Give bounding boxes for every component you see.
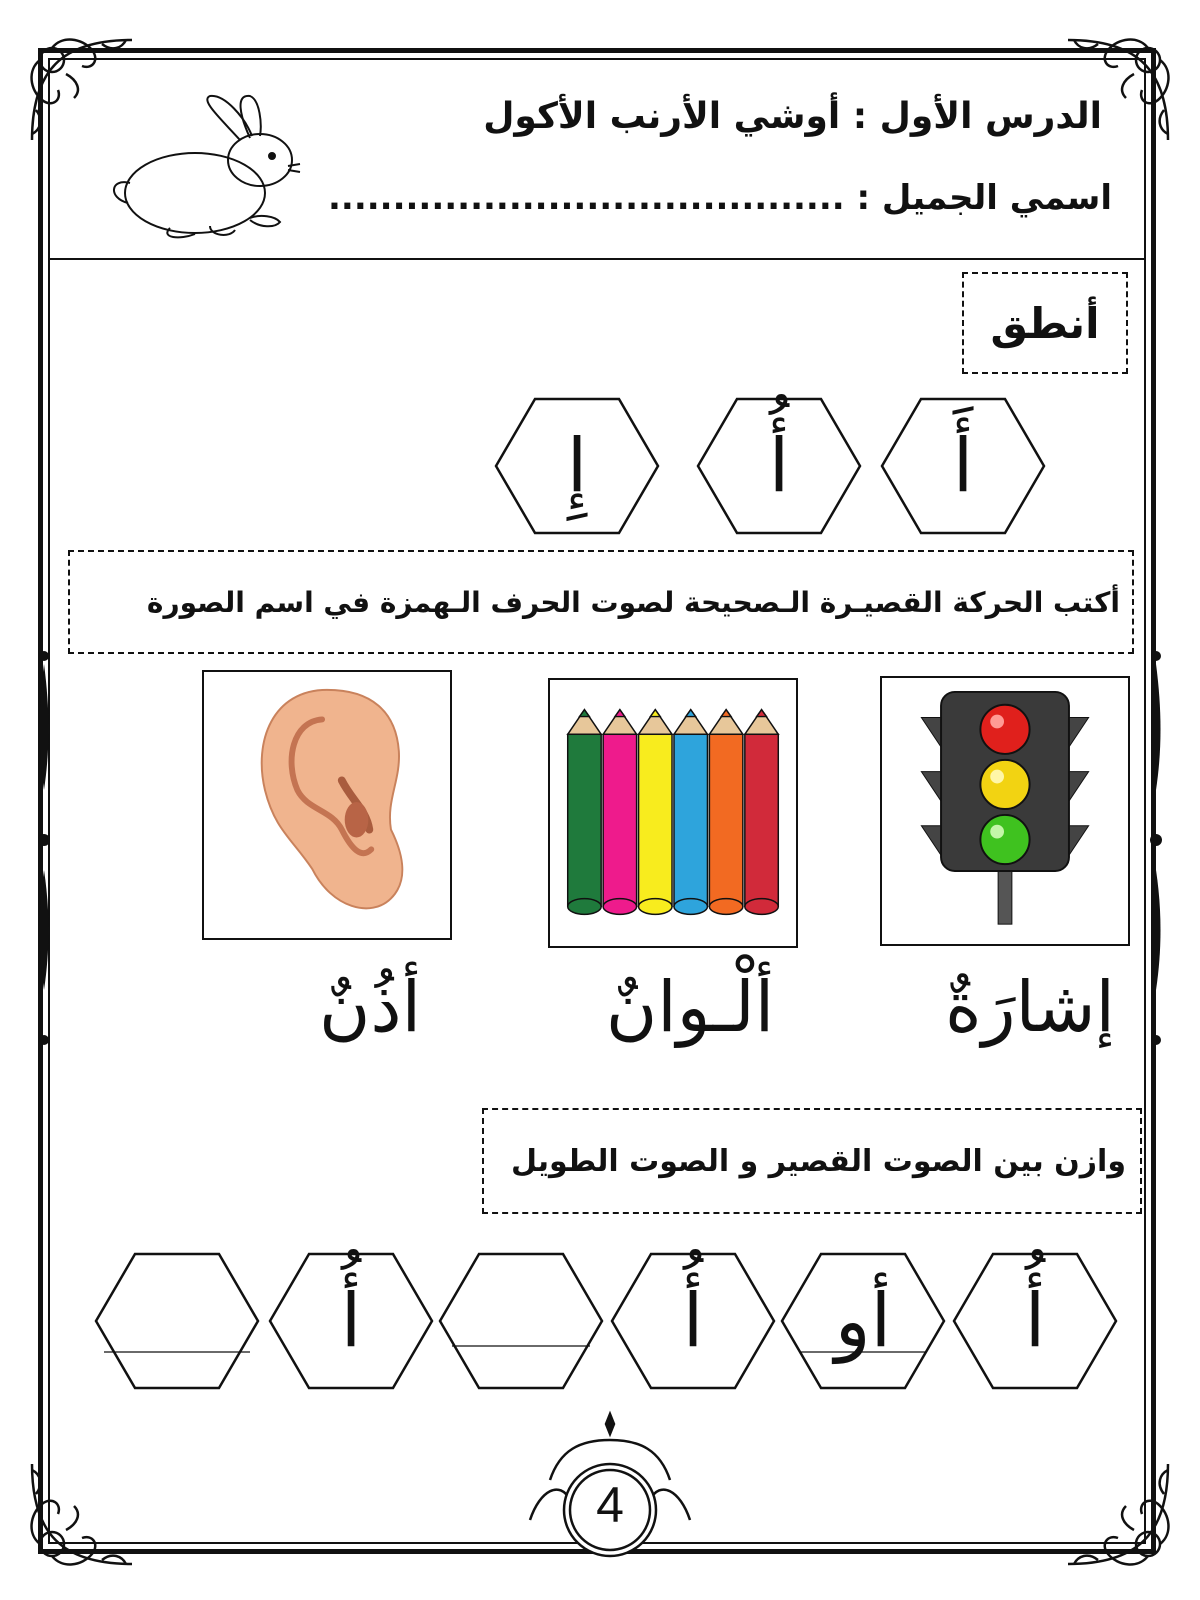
ear-picture (202, 670, 452, 940)
hex-letter: أَ (952, 423, 974, 509)
letter-hexagon (696, 397, 862, 535)
compare-instruction: وازن بين الصوت القصير و الصوت الطويل (482, 1108, 1142, 1214)
word-label: ألْـوانٌ (605, 966, 775, 1048)
compare-hexagon (268, 1252, 434, 1390)
compare-hexagon-blank[interactable] (94, 1252, 260, 1390)
compare-hexagon-blank[interactable] (438, 1252, 604, 1390)
write-instruction: أكتب الحركة القصيـرة الـصحيحة لصوت الحرف الـهمزة في اسم الصورة (68, 550, 1134, 654)
traffic-light-picture (880, 676, 1130, 946)
ornament-corner-icon (1058, 1454, 1178, 1574)
ornament-corner-icon (22, 1454, 142, 1574)
page-number-badge (520, 1410, 700, 1560)
header-divider (50, 258, 1144, 260)
student-name-field[interactable]: اسمي الجميل : ........................................ (328, 178, 1112, 218)
letter-hexagon (494, 397, 660, 535)
compare-hexagon (780, 1252, 946, 1390)
colored-pencils-picture (548, 678, 798, 948)
word-label: إشارَةٌ (945, 966, 1115, 1048)
hex-letter: إِ (566, 423, 588, 509)
compare-hexagon (610, 1252, 776, 1390)
letter-hexagon (880, 397, 1046, 535)
hex-letter: أو (834, 1278, 892, 1364)
side-ornament-icon (1148, 650, 1164, 1050)
word-label: أذُنٌ (318, 966, 422, 1048)
hex-letter: أُ (340, 1278, 362, 1364)
side-ornament-icon (36, 650, 52, 1050)
hex-letter (94, 1252, 260, 1390)
pronounce-heading: أنطق (962, 272, 1128, 374)
compare-hexagon (952, 1252, 1118, 1390)
lesson-title: الدرس الأول : أوشي الأرنب الأكول (483, 96, 1102, 137)
hex-letter: أُ (1024, 1278, 1046, 1364)
hex-letter: أُ (682, 1278, 704, 1364)
page-number: 4 (596, 1477, 624, 1533)
rabbit-icon (100, 88, 310, 248)
hex-letter (438, 1252, 604, 1390)
hex-letter: أُ (768, 423, 790, 509)
